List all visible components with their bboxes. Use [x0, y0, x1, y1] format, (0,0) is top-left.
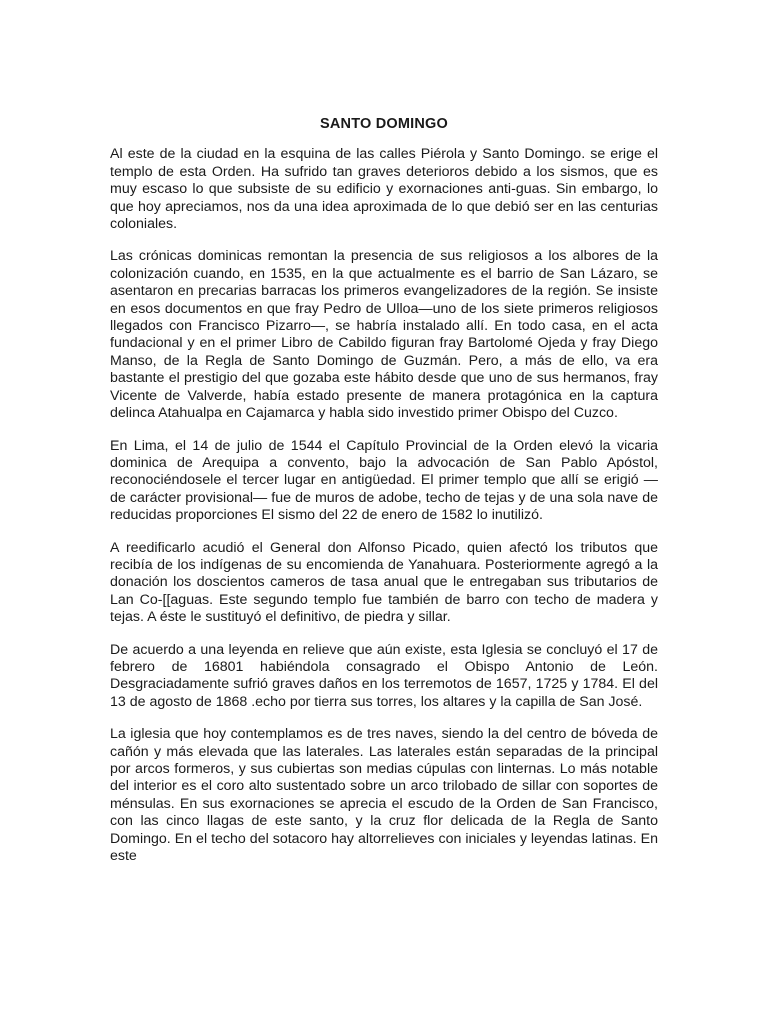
document-title: SANTO DOMINGO — [319, 116, 448, 132]
paragraph-5: De acuerdo a una leyenda en relieve que aún existe, esta Iglesia se concluyó el 17 de febrero de 16801 habiéndola consagrado el Obispo Antonio de León. Desgraciadamente sufrió graves daños en los terremotos de 1657, 1725 y 1784. El del 13 de agosto de 1868 .echo por tierra sus torres, los altares y la capilla de San José. — [110, 641, 658, 710]
paragraph-2: Las crónicas dominicas remontan la presencia de sus religiosos a los albores de la colonización cuando, en 1535, en la que actualmente es el barrio de San Lázaro, se asentaron en precarias barracas los primeros evangelizadores de la región. Se insiste en esos documentos en que fray Pedro de Ulloa—uno de los siete primeros religiosos llegados con Francisco Pizarro—, se habría instalado allí. En todo casa, en el acta fundacional y en el primer Libro de Cabildo figuran fray Bartolomé Ojeda y fray Diego Manso, de la Regla de Santo Domingo de Guzmán. Pero, a más de ello, va era bastante el prestigio del que gozaba este hábito desde que uno de sus hermanos, fray Vicente de Valverde, había estado presente de manera protagónica en la captura delinca Atahualpa en Cajamarca y habla sido investido primer Obispo del Cuzco. — [110, 248, 658, 422]
paragraph-4: A reedificarlo acudió el General don Alfonso Picado, quien afectó los tributos que recibía de los indígenas de su encomienda de Yanahuara. Posteriormente agregó a la donación los doscientos cameros de tasa anual que le entregaban sus tributarios de Lan Co-[[aguas. Este segundo templo fue también de barro con techo de madera y tejas. A éste le sustituyó el definitivo, de piedra y sillar. — [110, 539, 658, 626]
paragraph-1: Al este de la ciudad en la esquina de las calles Piérola y Santo Domingo. se erige el templo de esta Orden. Ha sufrido tan graves deterioros debido a los sismos, que es muy escaso lo que subsiste de su edificio y exornaciones anti-guas. Sin embargo, lo que hoy apreciamos, nos da una idea aproximada de lo que debió ser en las centurias coloniales. — [110, 146, 658, 233]
document-body — [110, 116, 658, 880]
paragraph-3: En Lima, el 14 de julio de 1544 el Capítulo Provincial de la Orden elevó la vicaria dominica de Arequipa a convento, bajo la advocación de San Pablo Apóstol, reconociéndosele el tercer lugar en antigüedad. El primer templo que allí se erigió —de carácter provisional— fue de muros de adobe, techo de tejas y de una sola nave de reducidas proporciones El sismo del 22 de enero de 1582 lo inutilizó. — [110, 437, 658, 524]
paragraph-6: La iglesia que hoy contemplamos es de tres naves, siendo la del centro de bóveda de cañón y más elevada que las laterales. Las laterales están separadas de la principal por arcos formeros, y sus cubiertas son medias cúpulas con linternas. Lo más notable del interior es el coro alto sustentado sobre un arco trilobado de sillar con soportes de ménsulas. En sus exornaciones se aprecia el escudo de la Orden de San Francisco, con las cinco llagas de este santo, y la cruz flor delicada de la Regla de Santo Domingo. En el techo del sotacoro hay altorrelieves con iniciales y leyendas latinas. En este — [110, 726, 658, 865]
